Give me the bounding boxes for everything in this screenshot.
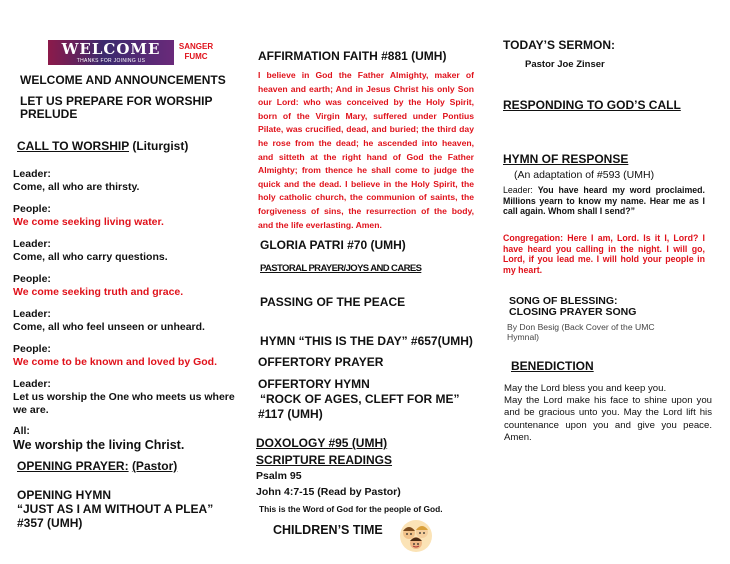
psalm-reading: Psalm 95 xyxy=(256,470,302,482)
song-credit: By Don Besig (Back Cover of the UMC Hymnal) xyxy=(507,322,655,342)
scripture-heading: SCRIPTURE READINGS xyxy=(256,453,393,467)
hymn-this-is-the-day: HYMN “THIS IS THE DAY” #657(UMH) xyxy=(260,334,473,348)
sermon-heading: TODAY’S SERMON: xyxy=(503,38,616,52)
litany-speaker: Leader: xyxy=(13,378,51,390)
offertory-prayer: OFFERTORY PRAYER xyxy=(258,355,384,369)
logo-title: WELCOME xyxy=(61,40,161,58)
litany-line: We come to be known and loved by God. xyxy=(13,356,217,368)
litany-line: Come, all who feel unseen or unheard. xyxy=(13,321,205,333)
litany-speaker: Leader: xyxy=(13,168,51,180)
litany-line: We come seeking truth and grace. xyxy=(13,286,184,298)
congregation-response: Congregation: Here I am, Lord. Is it I, Lord? I have heard you calling in the night. I will go, Lord, if you lead me. I will hold your people in my heart. xyxy=(503,233,705,275)
litany-speaker: People: xyxy=(13,203,51,215)
responding-heading: RESPONDING TO GOD’S CALL xyxy=(503,98,681,112)
prelude-heading: PRELUDE xyxy=(20,107,78,121)
litany-speaker: Leader: xyxy=(13,238,51,250)
litany-speaker: People: xyxy=(13,273,51,285)
logo-subtitle: THANKS FOR JOINING US xyxy=(76,58,146,64)
litany-speaker: Leader: xyxy=(13,308,51,320)
affirmation-text: I believe in God the Father Almighty, maker of heaven and earth; And in Jesus Christ his only Son our Lord: who was conceived by the Holy Spirit, born of the Virgin Mary, suffered under Pontius Pilate, was crucified, dead, and buried; the third day he rose from the dead; he ascended into heaven, and sitteth at the right hand of God the Father Almighty; from thence he shall come to judge the quick and the dead. I believe in the Holy Spirit, the holy catholic church, the communion of saints, the forgiveness of sins, the resurrection of the body, and the life everlasting. Amen. xyxy=(258,70,474,230)
john-reading: John 4:7-15 (Read by Pastor) xyxy=(256,486,401,498)
word-of-god: This is the Word of God for the people of God. xyxy=(259,504,443,514)
benediction-text: May the Lord bless you and keep you. May the Lord make his face to shine upon you and be gracious unto you. May the Lord lift his countenance upon you and give you peace. Amen. xyxy=(504,383,712,443)
leader-response: Leader: You have heard my word proclaimed. Millions yearn to know my name. Hear me as I call again. Whom shall I send?” xyxy=(503,185,705,216)
hymn-of-response-heading: HYMN OF RESPONSE xyxy=(503,152,629,166)
pastor-name: Pastor Joe Zinser xyxy=(525,59,605,70)
passing-peace: PASSING OF THE PEACE xyxy=(260,295,406,309)
church-name: SANGER FUMC xyxy=(178,42,214,61)
welcome-banner-logo xyxy=(48,40,174,65)
prepare-heading: LET US PREPARE FOR WORSHIP xyxy=(20,94,213,108)
welcome-announcements: WELCOME AND ANNOUNCEMENTS xyxy=(20,73,226,87)
childrens-time: CHILDREN’S TIME xyxy=(273,523,383,537)
litany-line: Let us worship the One who meets us where we are. xyxy=(13,391,235,416)
doxology: DOXOLOGY #95 (UMH) xyxy=(256,436,388,450)
opening-prayer-heading: OPENING PRAYER: (Pastor) xyxy=(17,459,178,473)
litany-speaker: People: xyxy=(13,343,51,355)
litany xyxy=(13,168,238,452)
offertory-hymn: OFFERTORY HYMN “ROCK OF AGES, CLEFT FOR ME” #117 (UMH) xyxy=(258,377,460,421)
benediction-heading: BENEDICTION xyxy=(511,359,594,373)
adaptation-note: (An adaptation of #593 (UMH) xyxy=(514,169,655,181)
gloria-patri: GLORIA PATRI #70 (UMH) xyxy=(260,238,406,252)
opening-hymn: OPENING HYMN “JUST AS I AM WITHOUT A PLEA” #357 (UMH) xyxy=(17,488,214,530)
affirmation-heading: AFFIRMATION FAITH #881 (UMH) xyxy=(258,49,447,63)
litany-line: We come seeking living water. xyxy=(13,216,164,228)
call-to-worship-heading: CALL TO WORSHIP (Liturgist) xyxy=(17,139,189,153)
pastoral-prayer: PASTORAL PRAYER/JOYS AND CARES xyxy=(260,263,422,274)
litany-speaker: All: xyxy=(13,425,30,437)
litany-line: We worship the living Christ. xyxy=(13,438,185,452)
song-of-blessing: SONG OF BLESSING: CLOSING PRAYER SONG xyxy=(509,295,637,318)
litany-line: Come, all who carry questions. xyxy=(13,251,168,263)
children-illustration-icon xyxy=(398,518,434,554)
litany-line: Come, all who are thirsty. xyxy=(13,181,140,193)
